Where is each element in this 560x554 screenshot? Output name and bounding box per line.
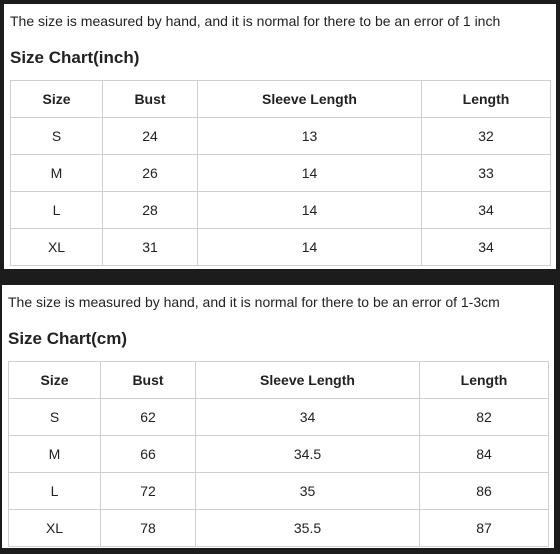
cell-size: L xyxy=(9,473,101,510)
table-row xyxy=(9,436,549,473)
size-chart-cm-title: Size Chart(cm) xyxy=(8,329,128,348)
cell-bust: 24 xyxy=(103,118,198,155)
table-header-row xyxy=(11,81,551,118)
cell-sleeve-length: 35 xyxy=(196,473,420,510)
measurement-note-inch: The size is measured by hand, and it is normal for there to be an error of 1 inch xyxy=(10,13,501,29)
table-row xyxy=(11,155,551,192)
cell-length: 33 xyxy=(422,155,551,192)
cell-sleeve-length: 34.5 xyxy=(196,436,420,473)
cell-size: XL xyxy=(11,229,103,266)
measurement-note-cm: The size is measured by hand, and it is normal for there to be an error of 1-3cm xyxy=(8,294,500,310)
size-table-inch xyxy=(10,80,551,266)
cell-length: 87 xyxy=(420,510,549,547)
cell-bust: 26 xyxy=(103,155,198,192)
cell-length: 34 xyxy=(422,192,551,229)
header-length: Length xyxy=(420,362,549,399)
cell-bust: 66 xyxy=(101,436,196,473)
table-header-row xyxy=(9,362,549,399)
cell-bust: 28 xyxy=(103,192,198,229)
cell-size: M xyxy=(11,155,103,192)
cell-size: XL xyxy=(9,510,101,547)
table-row xyxy=(9,399,549,436)
table-row xyxy=(11,229,551,266)
cell-length: 82 xyxy=(420,399,549,436)
header-sleeve-length: Sleeve Length xyxy=(198,81,422,118)
cell-bust: 62 xyxy=(101,399,196,436)
cell-bust: 72 xyxy=(101,473,196,510)
header-length: Length xyxy=(422,81,551,118)
size-chart-inch-title: Size Chart(inch) xyxy=(10,48,140,67)
table-row xyxy=(11,192,551,229)
cell-sleeve-length: 35.5 xyxy=(196,510,420,547)
header-size: Size xyxy=(9,362,101,399)
cell-length: 84 xyxy=(420,436,549,473)
cell-length: 86 xyxy=(420,473,549,510)
cell-length: 34 xyxy=(422,229,551,266)
size-chart-cm-panel xyxy=(2,285,554,548)
cell-sleeve-length: 14 xyxy=(198,229,422,266)
header-bust: Bust xyxy=(103,81,198,118)
cell-sleeve-length: 34 xyxy=(196,399,420,436)
header-sleeve-length: Sleeve Length xyxy=(196,362,420,399)
cell-length: 32 xyxy=(422,118,551,155)
header-size: Size xyxy=(11,81,103,118)
table-row xyxy=(9,510,549,547)
table-row xyxy=(9,473,549,510)
cell-size: S xyxy=(9,399,101,436)
cell-sleeve-length: 14 xyxy=(198,192,422,229)
cell-size: M xyxy=(9,436,101,473)
size-chart-inch-panel xyxy=(4,4,556,269)
table-row xyxy=(11,118,551,155)
cell-bust: 31 xyxy=(103,229,198,266)
cell-sleeve-length: 14 xyxy=(198,155,422,192)
header-bust: Bust xyxy=(101,362,196,399)
size-table-cm xyxy=(8,361,549,547)
cell-size: S xyxy=(11,118,103,155)
cell-bust: 78 xyxy=(101,510,196,547)
cell-size: L xyxy=(11,192,103,229)
cell-sleeve-length: 13 xyxy=(198,118,422,155)
